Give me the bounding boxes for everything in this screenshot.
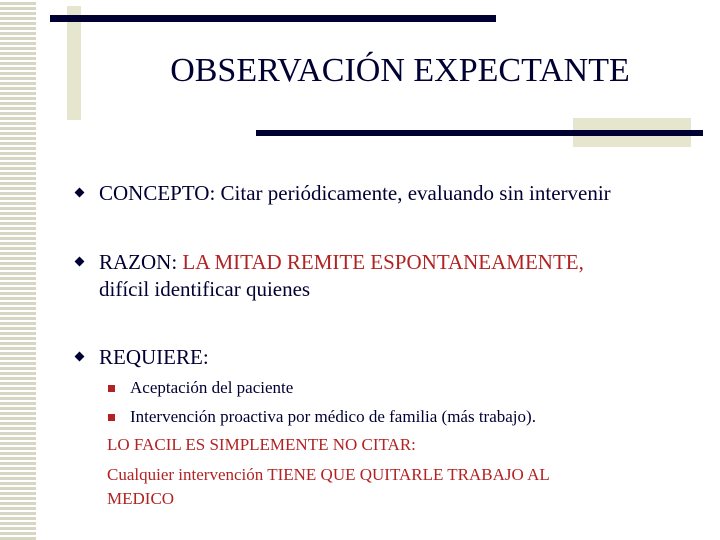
diamond-bullet-icon [75, 188, 85, 198]
bullet-text [99, 250, 584, 275]
bullet-text: CONCEPTO: Citar periódicamente, evaluando sin intervenir [99, 181, 611, 205]
bullet-razon [76, 250, 696, 302]
square-bullet-icon [108, 414, 115, 421]
sub-item-text: Intervención proactiva por médico de familia (más trabajo). [130, 407, 536, 426]
bullet-concepto [76, 181, 696, 206]
slide-title: OBSERVACIÓN EXPECTANTE [170, 52, 630, 89]
sub-item [108, 378, 668, 398]
sub-item-text: Aceptación del paciente [130, 378, 294, 397]
bullet-continuation: difícil identificar quienes [99, 277, 311, 301]
top-decor-block [67, 6, 81, 120]
bullet-highlight: LA MITAD REMITE ESPONTANEAMENTE, [182, 250, 584, 274]
bullet-requiere [76, 345, 696, 370]
striped-sidebar-decoration [0, 0, 36, 540]
footer-line: Cualquier intervención TIENE QUE QUITARLE TRABAJO AL [107, 465, 550, 484]
square-bullet-icon [108, 385, 115, 392]
footer-line: LO FACIL ES SIMPLEMENTE NO CITAR: [107, 435, 416, 454]
sub-item [108, 407, 668, 427]
bullet-text: REQUIERE: [99, 345, 209, 369]
bullet-label: RAZON: [99, 250, 183, 274]
top-rule [50, 15, 496, 22]
footer-line: MEDICO [107, 489, 175, 508]
diamond-bullet-icon [75, 352, 85, 362]
title-underline-rule [256, 130, 703, 136]
diamond-bullet-icon [75, 257, 85, 267]
